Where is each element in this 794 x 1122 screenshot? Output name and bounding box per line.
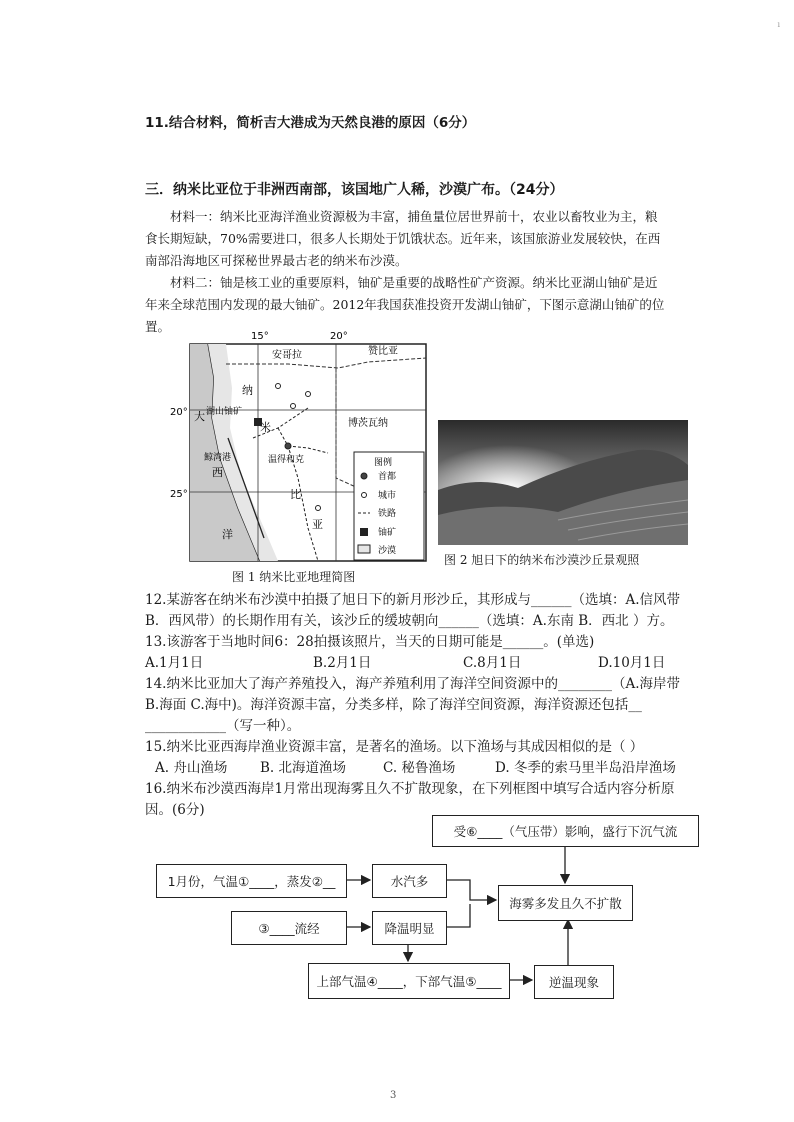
lon-label-20: 20°	[330, 331, 348, 342]
question-12-line1: 12.某游客在纳米布沙漠中拍摄了旭日下的新月形沙丘，其形成与______（选填：A.信风带	[145, 592, 681, 608]
question-16-line2: 因。(6分)	[145, 802, 205, 818]
question-13-option-a: A.1月1日	[145, 655, 204, 671]
label-botswana: 博茨瓦纳	[348, 418, 388, 429]
figure-2-caption: 图 2 旭日下的纳米布沙漠沙丘景观照	[444, 553, 640, 567]
flow-box-january: 1月份，气温①____，蒸发②__	[156, 864, 347, 898]
legend-city: 城市	[378, 491, 397, 501]
question-15-option-b: B. 北海道渔场	[260, 760, 347, 776]
flow-box-temperature: 上部气温④____，下部气温⑤____	[308, 963, 510, 999]
label-na: 纳	[242, 384, 253, 397]
material-2: 材料二：铀是核工业的重要原料，铀矿是重要的战略性矿产资源。纳米比亚湖山铀矿是近年来全球范围内发现的最大铀矿。2012年我国获准投资开发湖山铀矿，下图示意湖山铀矿的位置。	[145, 275, 665, 334]
flow-box-inversion: 逆温现象	[534, 965, 614, 999]
label-angola: 安哥拉	[272, 350, 302, 361]
label-bi: 比	[290, 488, 301, 501]
question-14-line3: ____________（写一种）。	[145, 718, 301, 734]
label-uranium-mine: 湖山铀矿	[206, 407, 243, 417]
flow-box-sea-fog: 海雾多发且久不扩散	[498, 885, 633, 921]
flow-box-current: ③____流经	[231, 911, 347, 945]
label-mi: 米	[260, 421, 271, 434]
label-yang: 洋	[222, 528, 233, 541]
label-xi: 西	[212, 466, 223, 479]
legend-railway: 铁路	[378, 509, 397, 519]
question-15-option-c: C. 秘鲁渔场	[383, 760, 456, 776]
section-3-title: 三．纳米比亚位于非洲西南部，该国地广人稀，沙漠广布。（24分）	[145, 182, 564, 198]
question-11: 11.结合材料，简析吉大港成为天然良港的原因（6分）	[145, 115, 476, 131]
legend-uranium: 铀矿	[378, 528, 397, 538]
label-da: 大	[194, 410, 205, 423]
label-capital: 温得和克	[268, 455, 305, 465]
question-13: 13.该游客于当地时间6：28拍摄该照片，当天的日期可能是______。(单选)	[145, 634, 595, 650]
question-13-option-d: D.10月1日	[598, 655, 666, 671]
flow-box-cooling: 降温明显	[372, 911, 447, 945]
flow-box-water-vapor: 水汽多	[372, 864, 447, 898]
figure-1-caption: 图 1 纳米比亚地理简图	[232, 570, 356, 584]
material-1: 材料一：纳米比亚海洋渔业资源极为丰富，捕鱼量位居世界前十，农业以畜牧业为主，粮食长期短缺，70%需要进口，很多人长期处于饥饿状态。近年来，该国旅游业发展较快，在西南部沿海地区可探秘世界最古老的纳米布沙漠。	[145, 209, 661, 268]
question-15-option-d: D. 冬季的索马里半岛沿岸渔场	[495, 760, 676, 776]
corner-mark: ı	[777, 20, 780, 29]
lon-label-15: 15°	[251, 331, 269, 342]
flow-box-pressure-belt: 受⑥____（气压带）影响，盛行下沉气流	[432, 815, 699, 847]
question-13-option-c: C.8月1日	[463, 655, 522, 671]
question-15-option-a: A. 舟山渔场	[155, 760, 228, 776]
legend-capital: 首都	[378, 472, 397, 482]
label-port: 鲸湾港	[204, 453, 232, 463]
legend-desert: 沙漠	[378, 546, 397, 556]
legend-title: 图例	[374, 458, 393, 468]
question-13-option-b: B.2月1日	[313, 655, 372, 671]
question-14-line2: B.海面 C.海中)。海洋资源丰富，分类多样，除了海洋空间资源，海洋资源还包括__	[145, 697, 642, 713]
question-16-line1: 16.纳米布沙漠西海岸1月常出现海雾且久不扩散现象，在下列框图中填写合适内容分析原	[145, 781, 675, 797]
label-ya: 亚	[312, 518, 323, 531]
question-15: 15.纳米比亚西海岸渔业资源丰富，是著名的渔场。以下渔场与其成因相似的是（ ）	[145, 739, 644, 755]
lat-label-25: 25°	[170, 489, 188, 500]
question-12-line2: B．西风带）的长期作用有关，该沙丘的缓坡朝向______（选填：A.东南 B．西北 ）方。	[145, 613, 674, 629]
label-zambia: 赞比亚	[368, 346, 398, 357]
question-14-line1: 14.纳米比亚加大了海产养殖投入，海产养殖利用了海洋空间资源中的________（A.海岸带	[145, 676, 681, 692]
lat-label-20: 20°	[170, 407, 188, 418]
page-number: 3	[390, 1090, 397, 1101]
